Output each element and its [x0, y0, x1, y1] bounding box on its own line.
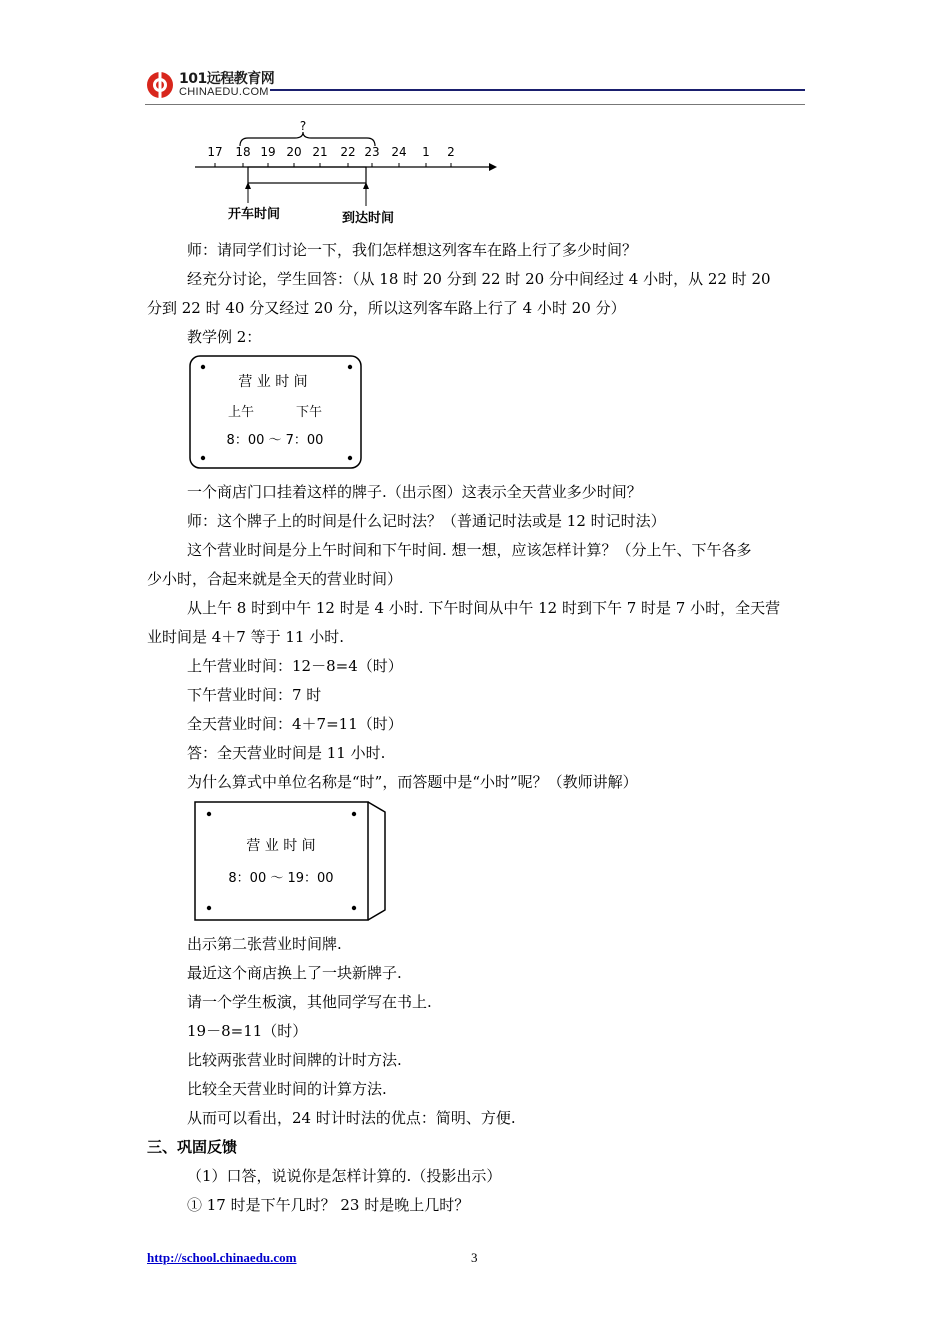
page-number: 3	[471, 1250, 478, 1265]
tick-label: 22	[340, 145, 356, 159]
site-logo	[145, 68, 285, 104]
paragraph: 业时间是 4＋7 等于 11 小时.	[147, 628, 345, 646]
logo-text-cn: 101远程教育网	[179, 71, 275, 87]
paragraph: 比较两张营业时间牌的计时方法.	[187, 1051, 402, 1069]
tick-label: 18	[235, 145, 251, 159]
tick-label: 17	[207, 145, 223, 159]
timeline-arrowhead-icon	[489, 163, 497, 171]
header-rule	[270, 89, 805, 91]
arrive-label: 到达时间	[342, 211, 395, 226]
paragraph: 师：请同学们讨论一下，我们怎样想这列客车在路上行了多少时间？	[187, 241, 638, 259]
timeline-brace	[240, 132, 375, 146]
paragraph: 教学例 2：	[187, 328, 262, 346]
paragraph: （1）口答，说说你是怎样计算的.（投影出示）	[187, 1167, 502, 1185]
paragraph: 师：这个牌子上的时间是什么记时法？（普通记时法或是 12 时记时法）	[187, 512, 666, 530]
sign2-hours: 8：00 ～ 19：00	[228, 871, 334, 886]
depart-label: 开车时间	[228, 207, 281, 222]
header-rule-thin	[145, 104, 805, 105]
paragraph: 上午营业时间：12－8=4（时）	[187, 657, 403, 675]
paragraph: ① 17 时是下午几时？ 23 时是晚上几时？	[187, 1196, 470, 1214]
paragraph: 经充分讨论，学生回答：（从 18 时 20 分到 22 时 20 分中间经过 4 小时，从 22 时 20	[187, 270, 771, 288]
tick-label: 2	[447, 145, 455, 159]
business-hours-sign-24h	[193, 800, 388, 922]
paragraph: 全天营业时间：4＋7=11（时）	[187, 715, 403, 733]
paragraph: 下午营业时间：7 时	[187, 686, 322, 704]
tick-label: 19	[260, 145, 276, 159]
logo-text-en: CHINAEDU.COM	[179, 86, 269, 98]
timeline-diagram	[190, 118, 510, 230]
paragraph: 从而可以看出，24 时计时法的优点：简明、方便.	[187, 1109, 516, 1127]
paragraph: 分到 22 时 40 分又经过 20 分，所以这列客车路上行了 4 小时 20 分）	[147, 299, 626, 317]
footer-site-link[interactable]: http://school.chinaedu.com	[147, 1250, 297, 1265]
section-heading: 三、巩固反馈	[147, 1138, 238, 1156]
sign1-hours: 8：00 ～ 7：00	[226, 433, 324, 448]
timeline-interval-box	[248, 167, 366, 183]
paragraph: 一个商店门口挂着这样的牌子.（出示图）这表示全天营业多少时间？	[187, 483, 642, 501]
tick-label: 21	[312, 145, 328, 159]
sign1-title: 营 业 时 间	[238, 374, 308, 390]
timeline-tick-labels	[207, 145, 454, 159]
paragraph: 最近这个商店换上了一块新牌子.	[187, 964, 402, 982]
tick-label: 20	[286, 145, 302, 159]
sign2-title: 营 业 时 间	[246, 838, 316, 854]
paragraph: 这个营业时间是分上午时间和下午时间. 想一想，应该怎样计算？（分上午、下午各多	[187, 541, 752, 559]
tick-label: 24	[391, 145, 407, 159]
sign1-am-label: 上午	[228, 405, 255, 420]
paragraph: 19－8=11（时）	[187, 1022, 308, 1040]
paragraph: 答：全天营业时间是 11 小时.	[187, 744, 386, 762]
tick-label: 23	[364, 145, 380, 159]
paragraph: 比较全天营业时间的计算方法.	[187, 1080, 387, 1098]
business-hours-sign-12h	[188, 354, 363, 470]
paragraph: 为什么算式中单位名称是“时”，而答题中是“小时”呢？（教师讲解）	[187, 773, 638, 791]
paragraph: 请一个学生板演，其他同学写在书上.	[187, 993, 432, 1011]
timeline-ticks	[215, 163, 451, 167]
tick-label: 1	[422, 145, 430, 159]
paragraph: 少小时，合起来就是全天的营业时间）	[147, 570, 403, 588]
paragraph: 出示第二张营业时间牌.	[187, 935, 342, 953]
paragraph: 从上午 8 时到中午 12 时是 4 小时. 下午时间从中午 12 时到下午 7 时是 7 小时，全天营	[187, 599, 781, 617]
timeline-question-mark: ?	[299, 119, 307, 133]
logo-mark-icon	[145, 70, 175, 100]
sign1-pm-label: 下午	[296, 405, 323, 420]
